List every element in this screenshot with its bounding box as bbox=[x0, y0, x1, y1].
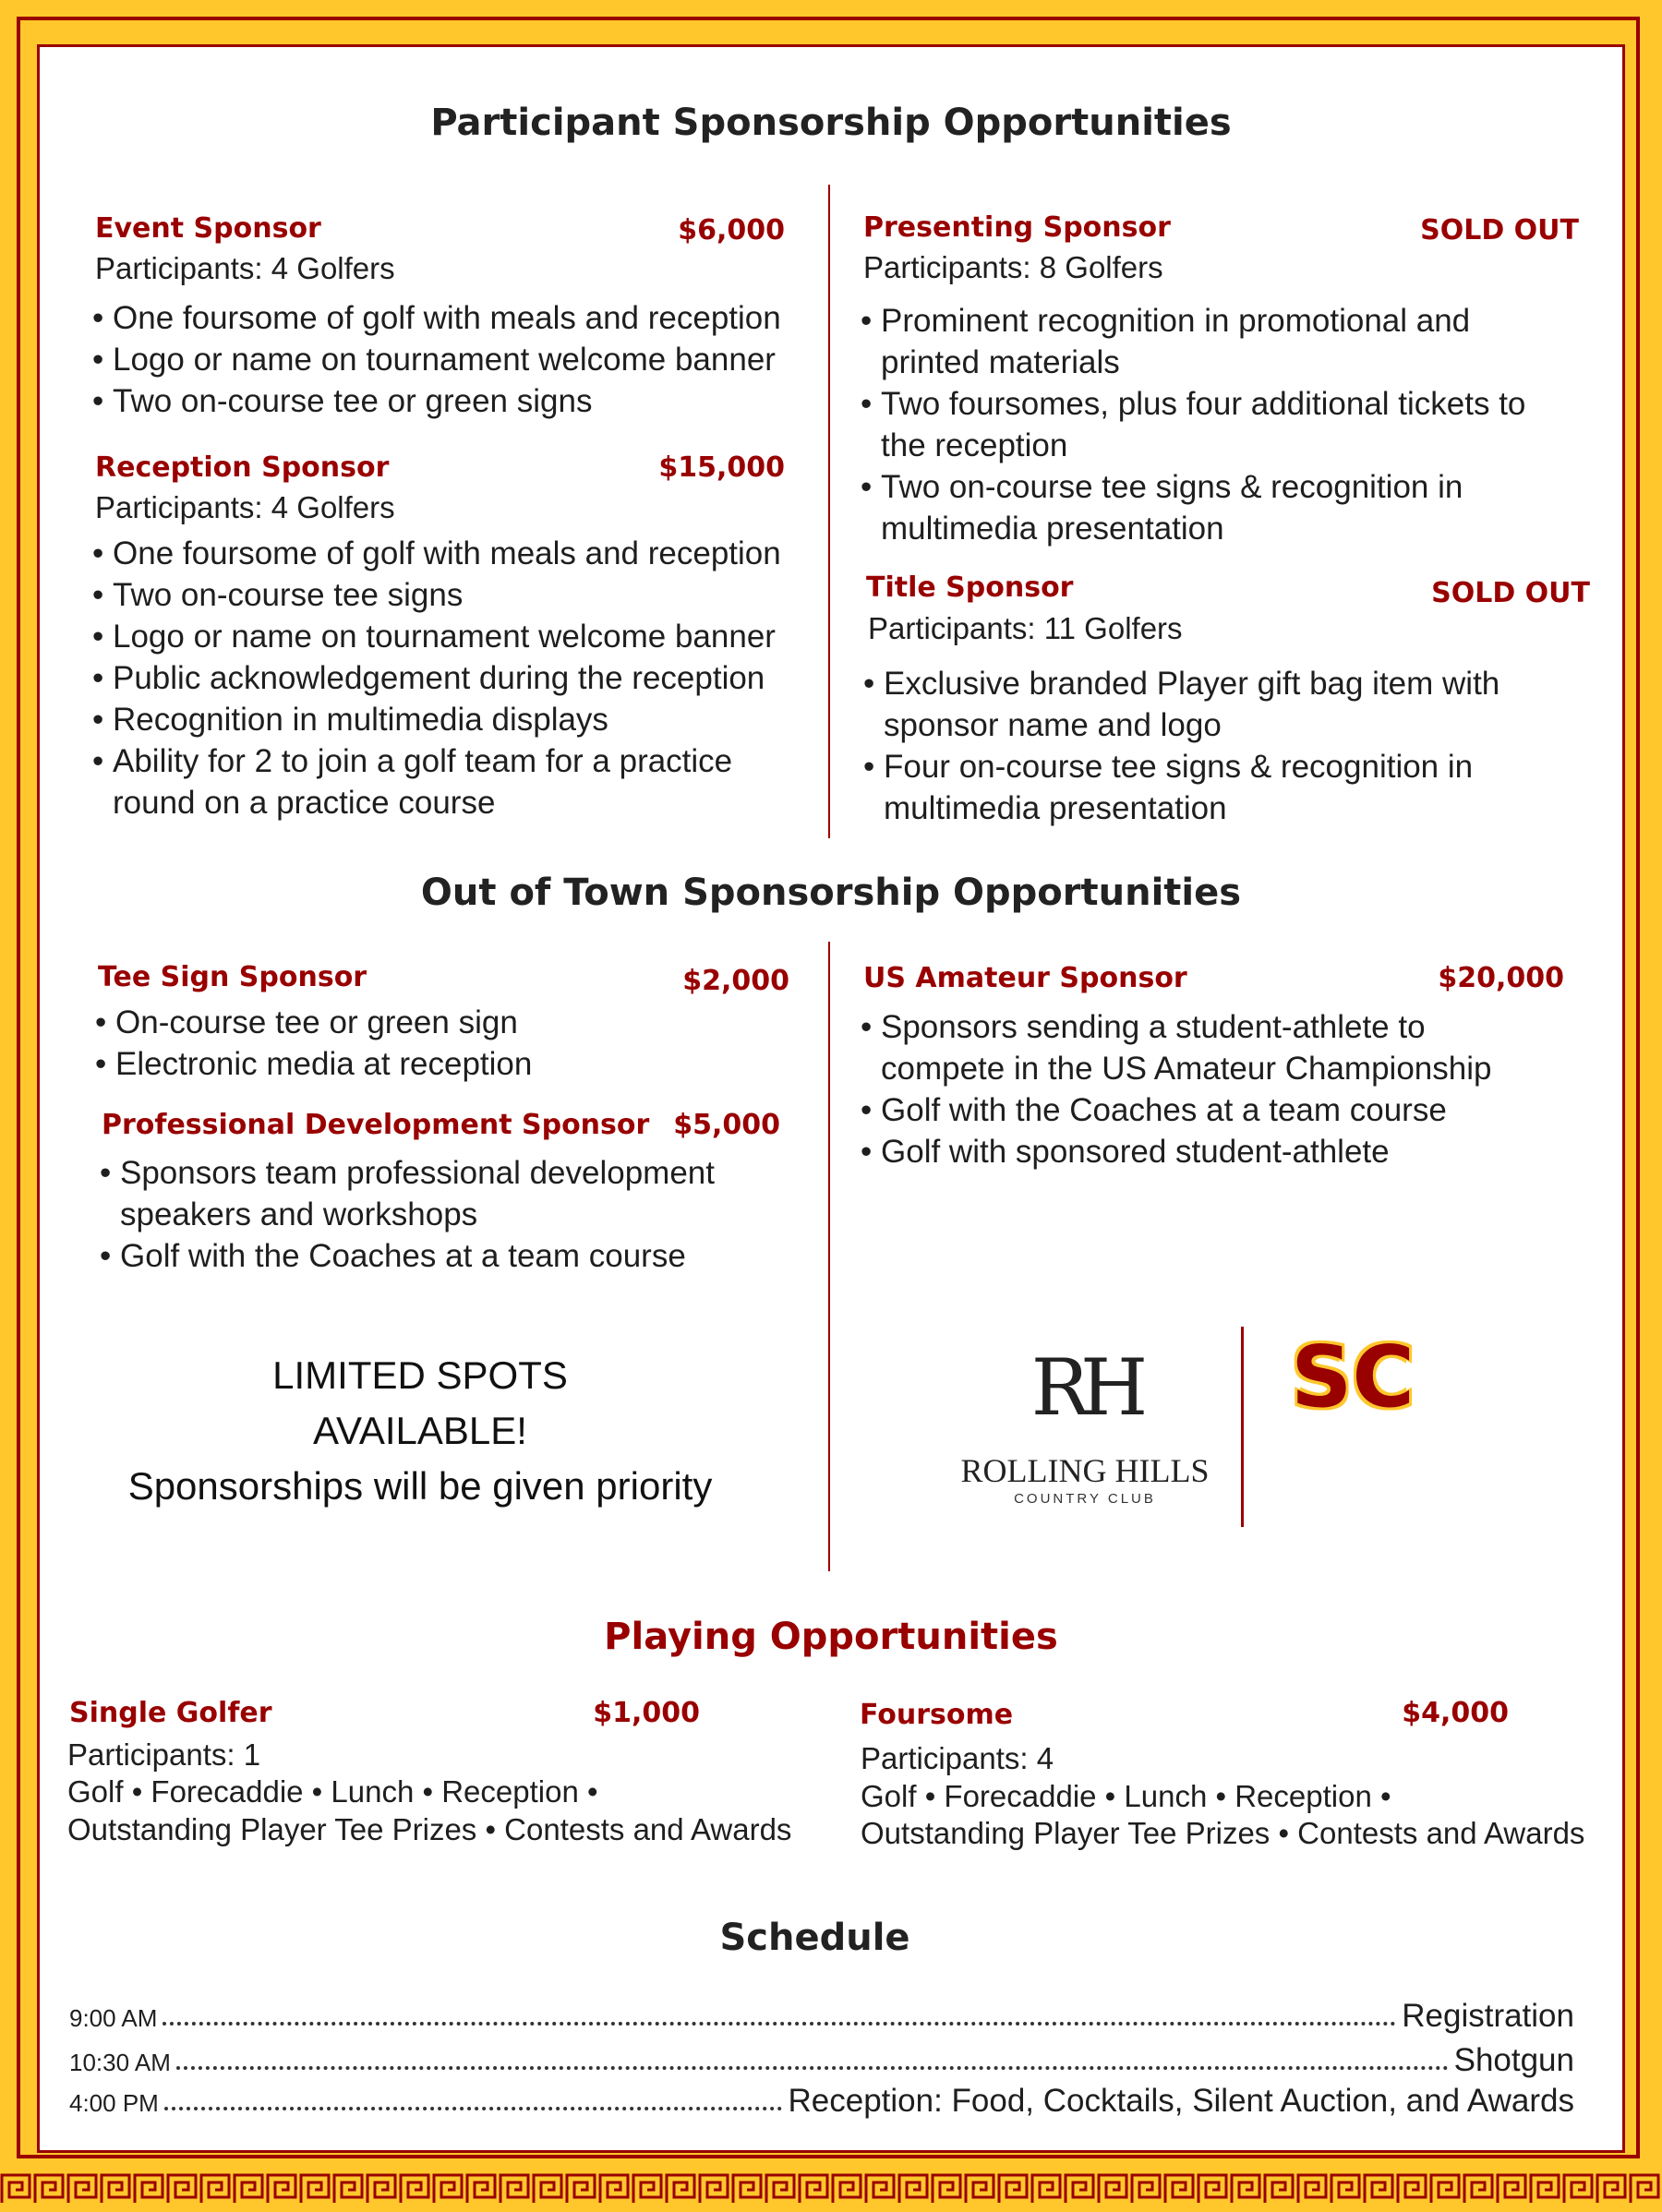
foursome-title: Foursome bbox=[860, 1699, 1014, 1731]
dot-leader bbox=[164, 2107, 783, 2110]
us-amateur-sponsor-benefits bbox=[861, 1006, 1544, 1172]
schedule-row bbox=[69, 2038, 1574, 2079]
greek-key-border bbox=[0, 2171, 1662, 2205]
list-item: • Electronic media at reception bbox=[95, 1043, 815, 1085]
list-item: • Golf with the Coaches at a team course bbox=[100, 1235, 746, 1277]
presenting-sponsor-participants: Participants: 8 Golfers bbox=[863, 250, 1163, 284]
schedule-row bbox=[69, 1994, 1574, 2035]
column-divider bbox=[828, 185, 830, 838]
tee-sign-sponsor-price: $2,000 bbox=[682, 965, 789, 997]
title-sponsor-benefits bbox=[863, 663, 1547, 829]
presenting-sponsor-status: SOLD OUT bbox=[1420, 214, 1579, 246]
event-sponsor-price: $6,000 bbox=[678, 214, 785, 246]
playing-heading: Playing Opportunities bbox=[604, 1616, 1058, 1658]
limited-line-2: AVAILABLE! bbox=[313, 1409, 527, 1452]
foursome-participants: Participants: 4 bbox=[861, 1741, 1054, 1775]
logo-divider bbox=[1241, 1327, 1244, 1527]
single-golfer-includes-2: Outstanding Player Tee Prizes • Contests and Awards bbox=[67, 1812, 792, 1846]
single-golfer-includes-1: Golf • Forecaddie • Lunch • Reception • bbox=[67, 1774, 598, 1809]
list-item: • Two on-course tee or green signs bbox=[92, 380, 822, 422]
tee-sign-sponsor-benefits bbox=[95, 1002, 815, 1085]
schedule-event: Shotgun bbox=[1453, 2042, 1574, 2078]
limited-line-3: Sponsorships will be given priority bbox=[127, 1464, 713, 1508]
schedule-time: 9:00 AM bbox=[69, 2004, 158, 2032]
event-sponsor-participants: Participants: 4 Golfers bbox=[95, 251, 395, 285]
list-item: • Logo or name on tournament welcome banner bbox=[92, 616, 813, 657]
schedule-row bbox=[69, 2079, 1574, 2120]
reception-sponsor-benefits bbox=[92, 533, 813, 823]
title-sponsor-title: Title Sponsor bbox=[866, 571, 1074, 604]
title-sponsor-status: SOLD OUT bbox=[1431, 577, 1590, 609]
single-golfer-participants: Participants: 1 bbox=[67, 1737, 261, 1772]
foursome-includes-2: Outstanding Player Tee Prizes • Contests and Awards bbox=[861, 1816, 1585, 1850]
dot-leader bbox=[163, 2022, 1396, 2026]
tee-sign-sponsor-title: Tee Sign Sponsor bbox=[98, 961, 367, 993]
out-of-town-heading: Out of Town Sponsorship Opportunities bbox=[420, 872, 1242, 914]
limited-line-1: LIMITED SPOTS bbox=[272, 1353, 568, 1397]
presenting-sponsor-title: Presenting Sponsor bbox=[863, 211, 1171, 244]
list-item: • One foursome of golf with meals and reception bbox=[92, 533, 813, 574]
schedule-event: Reception: Food, Cocktails, Silent Auction, and Awards bbox=[788, 2083, 1574, 2119]
event-sponsor-benefits bbox=[92, 297, 822, 422]
column-divider bbox=[828, 942, 830, 1571]
sc-logo: SC bbox=[1291, 1328, 1415, 1426]
list-item: • One foursome of golf with meals and reception bbox=[92, 297, 822, 339]
list-item: • Two on-course tee signs & recognition in multimedia presentation bbox=[861, 466, 1562, 549]
event-sponsor-title: Event Sponsor bbox=[95, 212, 321, 245]
professional-development-sponsor-benefits bbox=[100, 1152, 746, 1277]
list-item: • Sponsors team professional development speakers and workshops bbox=[100, 1152, 746, 1235]
foursome-price: $4,000 bbox=[1402, 1697, 1509, 1729]
list-item: • Prominent recognition in promotional and printed materials bbox=[861, 300, 1562, 383]
rolling-hills-logo bbox=[946, 1343, 1223, 1528]
single-golfer-price: $1,000 bbox=[593, 1697, 700, 1729]
title-sponsor-participants: Participants: 11 Golfers bbox=[868, 611, 1183, 645]
schedule-heading: Schedule bbox=[719, 1917, 910, 1959]
dot-leader bbox=[176, 2066, 1449, 2070]
list-item: • Two foursomes, plus four additional tickets to the reception bbox=[861, 383, 1562, 466]
participant-heading: Participant Sponsorship Opportunities bbox=[430, 102, 1232, 144]
list-item: • Ability for 2 to join a golf team for a practice round on a practice course bbox=[92, 740, 813, 823]
reception-sponsor-participants: Participants: 4 Golfers bbox=[95, 490, 395, 524]
list-item: • Logo or name on tournament welcome banner bbox=[92, 339, 822, 380]
us-amateur-sponsor-price: $20,000 bbox=[1438, 962, 1564, 994]
rh-club-subtitle: COUNTRY CLUB bbox=[1014, 1491, 1156, 1507]
limited-spots-notice bbox=[55, 1348, 785, 1514]
reception-sponsor-price: $15,000 bbox=[658, 451, 785, 484]
rh-club-name: ROLLING HILLS bbox=[960, 1452, 1210, 1489]
list-item: • Golf with the Coaches at a team course bbox=[861, 1089, 1544, 1131]
us-amateur-sponsor-title: US Amateur Sponsor bbox=[863, 962, 1187, 994]
professional-development-sponsor-title: Professional Development Sponsor bbox=[102, 1109, 650, 1141]
professional-development-sponsor-price: $5,000 bbox=[673, 1109, 780, 1141]
list-item: • Recognition in multimedia displays bbox=[92, 699, 813, 740]
schedule-event: Registration bbox=[1402, 1998, 1574, 2034]
reception-sponsor-title: Reception Sponsor bbox=[95, 451, 390, 484]
list-item: • Two on-course tee signs bbox=[92, 574, 813, 616]
list-item: • Four on-course tee signs & recognition in multimedia presentation bbox=[863, 746, 1547, 829]
rh-monogram: RH bbox=[1030, 1342, 1139, 1433]
list-item: • Public acknowledgement during the reception bbox=[92, 657, 813, 699]
list-item: • On-course tee or green sign bbox=[95, 1002, 815, 1043]
presenting-sponsor-benefits bbox=[861, 300, 1562, 549]
schedule-time: 10:30 AM bbox=[69, 2049, 171, 2076]
list-item: • Sponsors sending a student-athlete to compete in the US Amateur Championship bbox=[861, 1006, 1544, 1089]
list-item: • Golf with sponsored student-athlete bbox=[861, 1131, 1544, 1172]
schedule-time: 4:00 PM bbox=[69, 2089, 159, 2117]
single-golfer-title: Single Golfer bbox=[69, 1697, 272, 1729]
list-item: • Exclusive branded Player gift bag item with sponsor name and logo bbox=[863, 663, 1547, 746]
foursome-includes-1: Golf • Forecaddie • Lunch • Reception • bbox=[861, 1779, 1391, 1813]
